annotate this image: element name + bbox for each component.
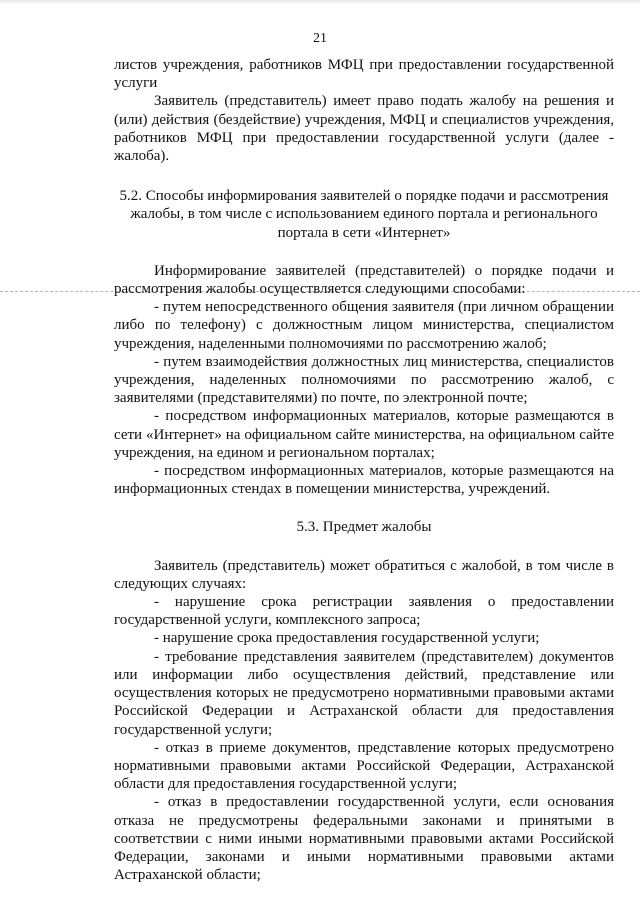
paragraph-right-to-complain: Заявитель (представитель) имеет право подать жалобу на решения и (или) действия (бездействие) учреждения, МФЦ и специалистов учреждения, работников МФЦ при предоставлении государственной услуги (далее - жалоба). xyxy=(114,93,614,165)
list-item: - посредством информационных материалов, которые размещаются в сети «Интернет» на официальном сайте министерства, на официальном сайте учреждения, на едином и региональном порталах; xyxy=(114,408,614,461)
list-item: - отказ в приеме документов, представление которых предусмотрено нормативными правовыми актами Российской Федерации, Астраханской области для предоставления государственной услуги; xyxy=(114,739,614,793)
document-body xyxy=(114,56,614,884)
paragraph-continuation: листов учреждения, работников МФЦ при предоставлении государственной услуги xyxy=(114,57,614,92)
list-item: - нарушение срока предоставления государственной услуги; xyxy=(154,630,540,647)
scan-edge xyxy=(0,0,640,4)
spacer xyxy=(114,537,614,557)
list-item: - путем непосредственного общения заявителя (при личном обращении либо по телефону) с должностным лицом министерства, специалистом учреждения, наделенными полномочиями по рассмотрению жалоб; xyxy=(114,299,614,352)
list-item: - нарушение срока регистрации заявления о предоставлении государственной услуги, комплексного запроса; xyxy=(114,594,614,629)
list-item: - требование представления заявителем (представителем) документов или информации либо осуществления действий, представление или осуществления которых не предусмотрено нормативными правовыми актами Российской Федерации и Астраханской области для предоставления государственной услуги; xyxy=(114,648,614,738)
spacer xyxy=(114,242,614,262)
section-5-2-intro: Информирование заявителей (представителей) о порядке подачи и рассмотрения жалобы осуществляется следующими способами: xyxy=(114,262,614,298)
spacer xyxy=(114,165,614,187)
page-number: 21 xyxy=(313,31,327,46)
spacer xyxy=(114,498,614,518)
section-5-3-intro: Заявитель (представитель) может обратиться с жалобой, в том числе в следующих случаях: xyxy=(114,557,614,592)
section-heading-5-2: 5.2. Способы информирования заявителей о порядке подачи и рассмотрения жалобы, в том числе с использованием единого портала и регионального портала в сети «Интернет» xyxy=(119,188,609,241)
list-item: - путем взаимодействия должностных лиц министерства, специалистов учреждения, наделенных полномочиями по рассмотрению жалоб, с заявителями (представителями) по почте, по электронной почте; xyxy=(114,353,614,407)
list-item: - отказ в предоставлении государственной услуги, если основания отказа не предусмотрены федеральными законами и принятыми в соответствии с ними иными нормативными правовыми актами Российской Федерации, законами и иными нормативными правовыми актами Астраханской области; xyxy=(114,794,614,884)
section-heading-5-3: 5.3. Предмет жалобы xyxy=(296,519,432,536)
list-item: - посредством информационных материалов, которые размещаются на информационных стендах в помещении министерства, учреждений. xyxy=(114,463,614,498)
